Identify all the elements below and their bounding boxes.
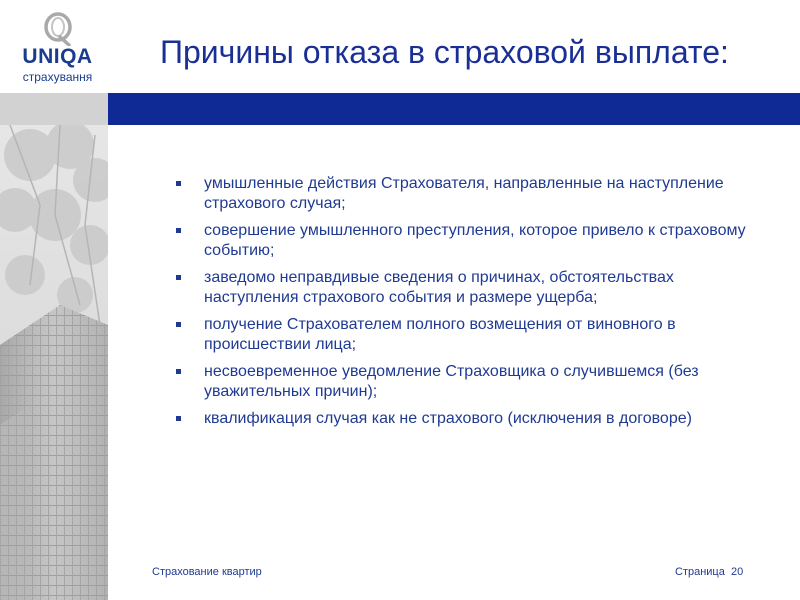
list-item — [172, 362, 772, 402]
bullet-square-icon — [176, 322, 181, 327]
uniqa-logo — [10, 8, 105, 88]
header-band-grey — [0, 93, 108, 125]
list-item-text: квалификация случая как не страхового (исключения в договоре) — [204, 410, 692, 427]
logo-subtitle: страхування — [22, 70, 93, 84]
list-item — [172, 409, 772, 429]
bullet-square-icon — [176, 416, 181, 421]
bullet-square-icon — [176, 369, 181, 374]
list-item — [172, 174, 772, 214]
bullet-square-icon — [176, 228, 181, 233]
page-number — [675, 565, 743, 579]
logo-wordmark: UNIQA — [22, 45, 93, 68]
header-band-blue — [108, 93, 800, 125]
footer-topic: Страхование квартир — [152, 566, 262, 578]
list-item-text: заведомо неправдивые сведения о причинах, обстоятельствах наступления страхового события и размере ущерба; — [204, 269, 674, 306]
list-item-text: получение Страхователем полного возмещения от виновного в происшествии лица; — [204, 316, 676, 353]
bullet-square-icon — [176, 275, 181, 280]
list-item — [172, 221, 772, 261]
list-item-text: умышленные действия Страхователя, направленные на наступление страхового случая; — [204, 175, 724, 212]
bullet-square-icon — [176, 181, 181, 186]
list-item-text: несвоевременное уведомление Страховщика о случившемся (без уважительных причин); — [204, 363, 699, 400]
list-item — [172, 268, 772, 308]
reasons-list — [172, 174, 772, 436]
page-number-value: 20 — [730, 566, 744, 578]
page-label: Страница — [675, 566, 725, 578]
skyscraper-photo — [0, 125, 108, 600]
list-item-text: совершение умышленного преступления, которое привело к страховому событию; — [204, 222, 746, 259]
slide-title: Причины отказа в страховой выплате: — [160, 34, 729, 70]
list-item — [172, 315, 772, 355]
uniqa-logo-mark-icon — [38, 10, 78, 46]
